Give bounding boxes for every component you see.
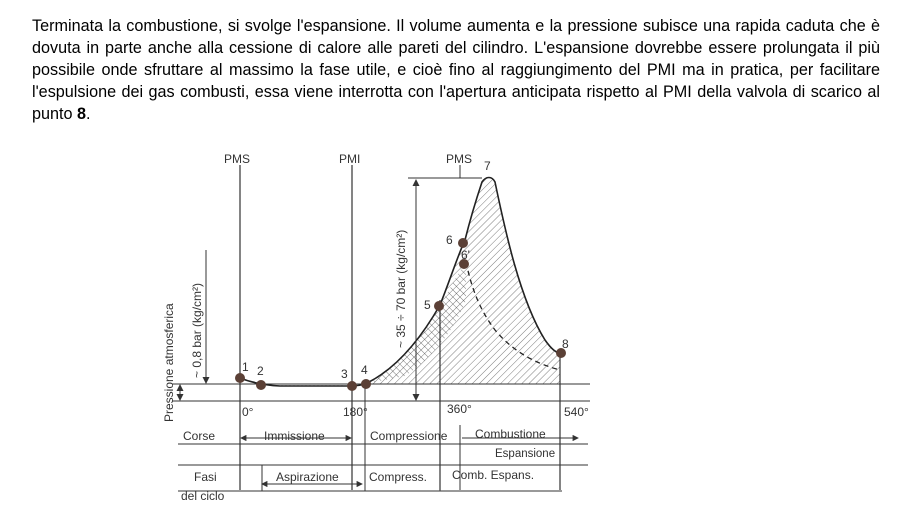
- peak-pressure-label: ~ 35 ÷ 70 bar (kg/cm²): [394, 229, 408, 348]
- svg-text:4: 4: [361, 363, 368, 377]
- phases-title-line2: del ciclo: [181, 489, 225, 503]
- point-2: [256, 364, 266, 390]
- paragraph-text-point: 8: [77, 105, 87, 123]
- point-6-prime: [459, 248, 470, 269]
- paragraph-text-main: Terminata la combustione, si svolge l'espansione. Il volume aumenta e la pressione subisce una rapida caduta che è dovuta in parte anche alla cessione di calore alle pareti del cilindro. L'espansione dovrebbe essere prolungata il più possibile onde sfruttare al massimo la fase utile, e cioè fino al raggiungimento del PMI ma in pratica, per facilitare l'espulsione dei gas combusti, essa viene interrotta con l'apertura anticipata rispetto al PMI della valvola di scarico al punto: [32, 17, 880, 123]
- low-pressure-label: ~ 0,8 bar (kg/cm²): [190, 282, 204, 378]
- point-6: [446, 233, 468, 248]
- phases-title-line1: Fasi: [194, 470, 217, 484]
- phase-comb-label: Comb. Espans.: [452, 468, 535, 482]
- point-8: [556, 337, 569, 358]
- point-1: [235, 360, 249, 383]
- svg-text:1: 1: [242, 360, 249, 374]
- point-4: [361, 363, 371, 389]
- svg-text:2: 2: [257, 364, 264, 378]
- pmi-label: PMI: [339, 152, 361, 166]
- svg-text:8: 8: [562, 337, 569, 351]
- strokes-title: Corse: [183, 429, 216, 443]
- point-5: [424, 298, 444, 312]
- pms-left-label: PMS: [224, 152, 251, 166]
- degree-540: 540°: [564, 405, 589, 419]
- svg-text:6': 6': [461, 248, 470, 262]
- svg-text:3: 3: [341, 367, 348, 381]
- degree-360: 360°: [447, 402, 472, 416]
- stroke-intake-label: Immissione: [264, 429, 325, 443]
- stroke-expansion-label: Espansione: [495, 448, 556, 460]
- svg-text:7: 7: [484, 159, 491, 173]
- pressure-axis-label: Pressione atmosferica: [162, 303, 176, 422]
- pms-right-label: PMS: [446, 152, 473, 166]
- degree-180: 180°: [343, 405, 368, 419]
- stroke-compression-label: Compressione: [370, 429, 448, 443]
- point-7: [484, 159, 491, 173]
- paragraph-text-end: .: [86, 105, 91, 123]
- phase-intake-label: Aspirazione: [276, 470, 339, 484]
- degree-0: 0°: [242, 405, 254, 419]
- svg-text:6: 6: [446, 233, 453, 247]
- stroke-combustion-label: Combustione: [475, 427, 546, 441]
- svg-text:5: 5: [424, 298, 431, 312]
- phase-compress-label: Compress.: [369, 470, 428, 484]
- point-3: [341, 367, 357, 391]
